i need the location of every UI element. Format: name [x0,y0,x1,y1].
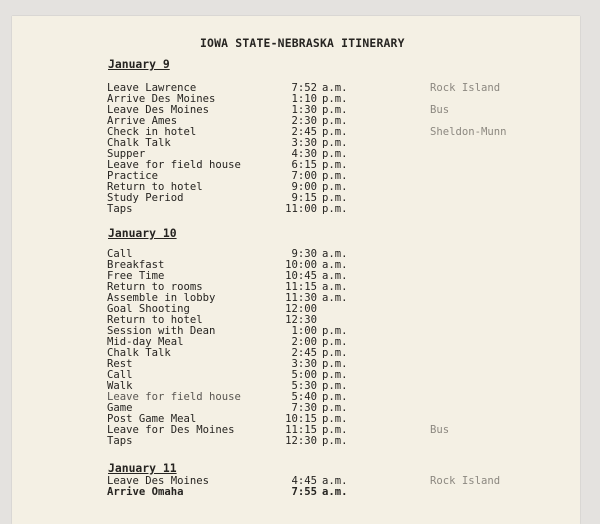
event-ampm: p.m. [322,424,348,436]
event-label: Mid-day Meal [107,336,184,348]
event-label: Leave Des Moines [107,475,210,487]
event-ampm: p.m. [322,93,348,105]
event-ampm: a.m. [322,248,348,260]
event-label: Return to hotel [107,181,203,193]
event-time: 3:30 [291,137,317,149]
event-label: Goal Shooting [107,303,190,315]
event-ampm: p.m. [322,391,348,403]
event-ampm: p.m. [322,148,348,160]
itinerary-row [12,487,580,498]
event-time: 11:15 [285,281,317,293]
event-time: 2:00 [291,336,317,348]
event-ampm: p.m. [322,192,348,204]
itinerary-page [12,16,580,524]
event-time: 1:30 [291,104,317,116]
event-time: 7:00 [291,170,317,182]
event-label: Free Time [107,270,165,282]
event-ampm: p.m. [322,159,348,171]
event-ampm: p.m. [322,126,348,138]
event-time: 4:30 [291,148,317,160]
event-label: Return to hotel [107,314,203,326]
event-label: Breakfast [107,259,165,271]
event-label: Return to rooms [107,281,203,293]
event-ampm: p.m. [322,435,348,447]
event-label: Supper [107,148,146,160]
event-ampm: p.m. [322,170,348,182]
event-time: 12:00 [285,303,317,315]
event-ampm: a.m. [322,270,348,282]
event-time: 12:30 [285,314,317,326]
event-time: 11:15 [285,424,317,436]
document-title: IOWA STATE-NEBRASKA ITINERARY [200,36,405,50]
day-heading-january-11: January 11 [108,461,177,475]
event-time: 12:30 [285,435,317,447]
event-ampm: p.m. [322,325,348,337]
event-time: 10:45 [285,270,317,282]
event-ampm: a.m. [322,475,348,487]
event-time: 9:00 [291,181,317,193]
event-time: 2:30 [291,115,317,127]
event-time: 7:52 [291,82,317,94]
event-ampm: p.m. [322,115,348,127]
event-ampm: p.m. [322,413,348,425]
event-time: 11:00 [285,203,317,215]
transport-note: Sheldon-Munn [430,126,507,138]
event-ampm: p.m. [322,336,348,348]
event-time: 4:45 [291,475,317,487]
event-label: Leave for field house [107,159,241,171]
transport-note: Rock Island [430,475,501,487]
event-time: 7:30 [291,402,317,414]
event-time: 7:55 [291,486,317,498]
event-ampm: p.m. [322,137,348,149]
event-label: Taps [107,435,133,447]
event-label: Walk [107,380,133,392]
event-label: Game [107,402,133,414]
event-time: 9:30 [291,248,317,260]
day-heading-january-9: January 9 [108,57,170,71]
event-time: 5:00 [291,369,317,381]
event-label: Call [107,248,133,260]
event-label: Leave for field house [107,391,241,403]
event-ampm: p.m. [322,203,348,215]
event-label: Arrive Des Moines [107,93,216,105]
event-time: 6:15 [291,159,317,171]
event-label: Chalk Talk [107,137,171,149]
event-label: Session with Dean [107,325,216,337]
transport-note: Bus [430,424,450,436]
event-time: 1:10 [291,93,317,105]
event-ampm: p.m. [322,347,348,359]
event-ampm: a.m. [322,281,348,293]
event-label: Practice [107,170,159,182]
event-ampm: a.m. [322,292,348,304]
event-label: Leave Des Moines [107,104,210,116]
event-label: Rest [107,358,133,370]
event-ampm: p.m. [322,369,348,381]
event-time: 9:15 [291,192,317,204]
event-ampm: p.m. [322,402,348,414]
event-label: Arrive Ames [107,115,178,127]
itinerary-row [12,204,580,215]
event-time: 10:15 [285,413,317,425]
event-time: 5:40 [291,391,317,403]
event-time: 5:30 [291,380,317,392]
transport-note: Rock Island [430,82,501,94]
event-ampm: p.m. [322,358,348,370]
event-ampm: p.m. [322,380,348,392]
event-label: Leave Lawrence [107,82,197,94]
event-time: 3:30 [291,358,317,370]
event-label: Arrive Omaha [107,486,184,498]
event-time: 11:30 [285,292,317,304]
event-label: Call [107,369,133,381]
event-time: 10:00 [285,259,317,271]
event-time: 2:45 [291,347,317,359]
event-ampm: p.m. [322,181,348,193]
event-label: Check in hotel [107,126,197,138]
event-time: 1:00 [291,325,317,337]
day-heading-january-10: January 10 [108,226,177,240]
event-ampm: a.m. [322,259,348,271]
event-ampm: p.m. [322,104,348,116]
event-label: Leave for Des Moines [107,424,235,436]
event-label: Chalk Talk [107,347,171,359]
event-time: 2:45 [291,126,317,138]
event-label: Study Period [107,192,184,204]
event-label: Post Game Meal [107,413,197,425]
event-ampm: a.m. [322,486,348,498]
event-ampm: a.m. [322,82,348,94]
event-label: Assemble in lobby [107,292,216,304]
transport-note: Bus [430,104,450,116]
event-label: Taps [107,203,133,215]
itinerary-row [12,436,580,447]
